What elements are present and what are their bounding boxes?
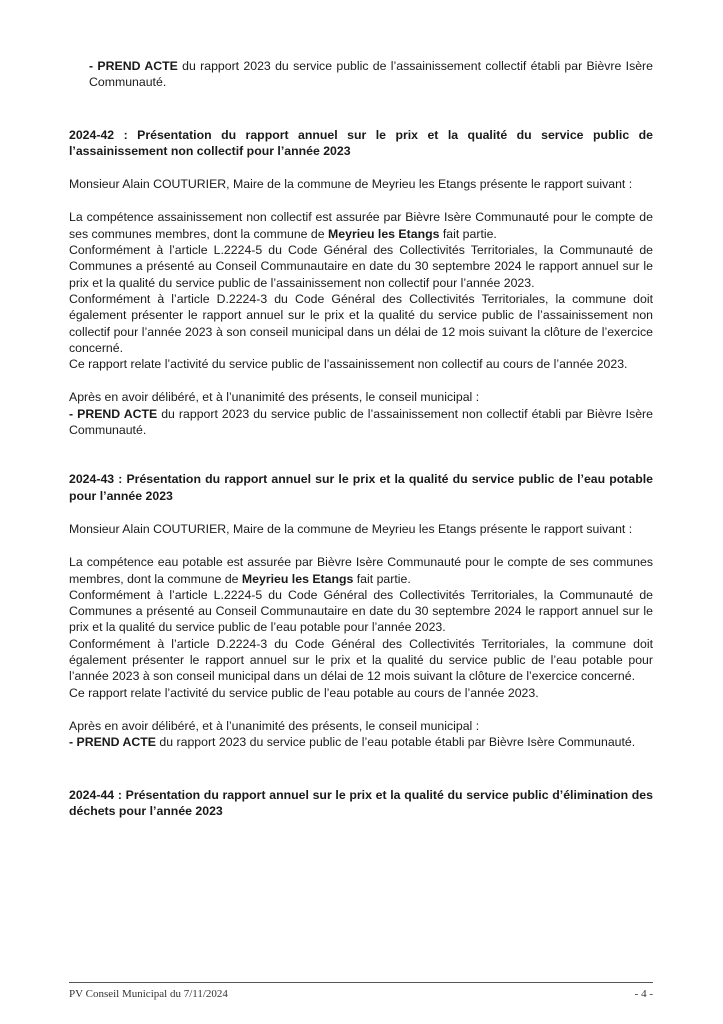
section-43-presenter: Monsieur Alain COUTURIER, Maire de la commune de Meyrieu les Etangs présente le rapport suivant : bbox=[69, 521, 633, 536]
commune-name: Meyrieu les Etangs bbox=[328, 226, 440, 241]
s42-p1-end: fait partie. bbox=[439, 226, 497, 241]
section-43-decision bbox=[69, 734, 653, 750]
decision-text: du rapport 2023 du service public de l’eau potable établi par Bièvre Isère Communauté. bbox=[156, 735, 636, 750]
section-42-paragraph-1 bbox=[69, 209, 653, 242]
decision-text: du rapport 2023 du service public de l’assainissement non collectif établi par Bièvre Isère Communauté. bbox=[69, 406, 653, 438]
prend-acte-label: - PREND ACTE bbox=[69, 406, 158, 421]
page-number: - 4 - bbox=[634, 988, 653, 1000]
footer-document-label: PV Conseil Municipal du 7/11/2024 bbox=[69, 988, 228, 1000]
section-43-paragraph-3: Conformément à l’article D.2224-3 du Code Général des Collectivités Territoriales, la commune doit également présenter le rapport annuel sur le prix et la qualité du service public de l’eau potable pour l’année 2023 à son conseil municipal dans un délai de 12 mois suivant la clôture de l’exercice concerné. bbox=[69, 636, 653, 684]
prend-acte-label: - PREND ACTE bbox=[69, 735, 156, 750]
s43-p1-end: fait partie. bbox=[353, 571, 411, 586]
section-42-deliberation: Après en avoir délibéré, et à l’unanimité des présents, le conseil municipal : bbox=[69, 390, 480, 405]
section-42-paragraph-4: Ce rapport relate l’activité du service public de l’assainissement non collectif au cours de l’année 2023. bbox=[69, 357, 628, 372]
section-42-title: 2024-42 : Présentation du rapport annuel sur le prix et la qualité du service public de l’assainissement non collectif pour l’année 2023 bbox=[69, 127, 653, 158]
section-43-title: 2024-43 : Présentation du rapport annuel sur le prix et la qualité du service public de l’eau potable pour l’année 2023 bbox=[69, 472, 653, 503]
s43-p1-text: La compétence eau potable est assurée par Bièvre Isère Communauté pour le compte de ses communes membres, dont la commune de bbox=[69, 555, 653, 586]
page-content bbox=[69, 58, 653, 819]
commune-name: Meyrieu les Etangs bbox=[241, 571, 354, 586]
prend-acte-collectif bbox=[69, 58, 653, 91]
section-43-paragraph-2: Conformément à l’article L.2224-5 du Code Général des Collectivités Territoriales, la Communauté de Communes a présenté au Conseil Communautaire en date du 30 septembre 2024 le rapport annuel sur le prix et la qualité du service public de l’eau potable pour l’année 2023. bbox=[69, 587, 653, 635]
section-43-paragraph-1 bbox=[69, 554, 653, 587]
section-42-decision bbox=[69, 406, 653, 439]
section-42-paragraph-3: Conformément à l’article D.2224-3 du Code Général des Collectivités Territoriales, la commune doit également présenter le rapport annuel sur le prix et la qualité du service public de l’assainissement non collectif pour l’année 2023 à son conseil municipal dans un délai de 12 mois suivant la clôture de l’exercice concerné. bbox=[69, 291, 653, 355]
section-43-deliberation: Après en avoir délibéré, et à l’unanimité des présents, le conseil municipal : bbox=[69, 718, 480, 733]
section-42-paragraph-2: Conformément à l’article L.2224-5 du Code Général des Collectivités Territoriales, la Communauté de Communes a présenté au Conseil Communautaire en date du 30 septembre 2024 le rapport annuel sur le prix et la qualité du service public de l’assainissement non collectif pour l’année 2023. bbox=[69, 243, 653, 290]
section-43-paragraph-4: Ce rapport relate l’activité du service public de l’eau potable au cours de l’année 2023. bbox=[69, 685, 539, 700]
s42-p1-text: La compétence assainissement non collectif est assurée par Bièvre Isère Communauté pour le compte de ses communes membres, dont la commune de bbox=[69, 210, 653, 241]
prend-acte-label: - PREND ACTE bbox=[89, 59, 178, 73]
section-42-presenter: Monsieur Alain COUTURIER, Maire de la commune de Meyrieu les Etangs présente le rapport suivant : bbox=[69, 177, 633, 192]
section-44-title: 2024-44 : Présentation du rapport annuel sur le prix et la qualité du service public d’élimination des déchets pour l’année 2023 bbox=[69, 787, 653, 818]
footer-divider bbox=[69, 982, 653, 983]
prend-acte-text: du rapport 2023 du service public de l’assainissement collectif établi par Bièvre Isère Communauté. bbox=[89, 59, 653, 90]
